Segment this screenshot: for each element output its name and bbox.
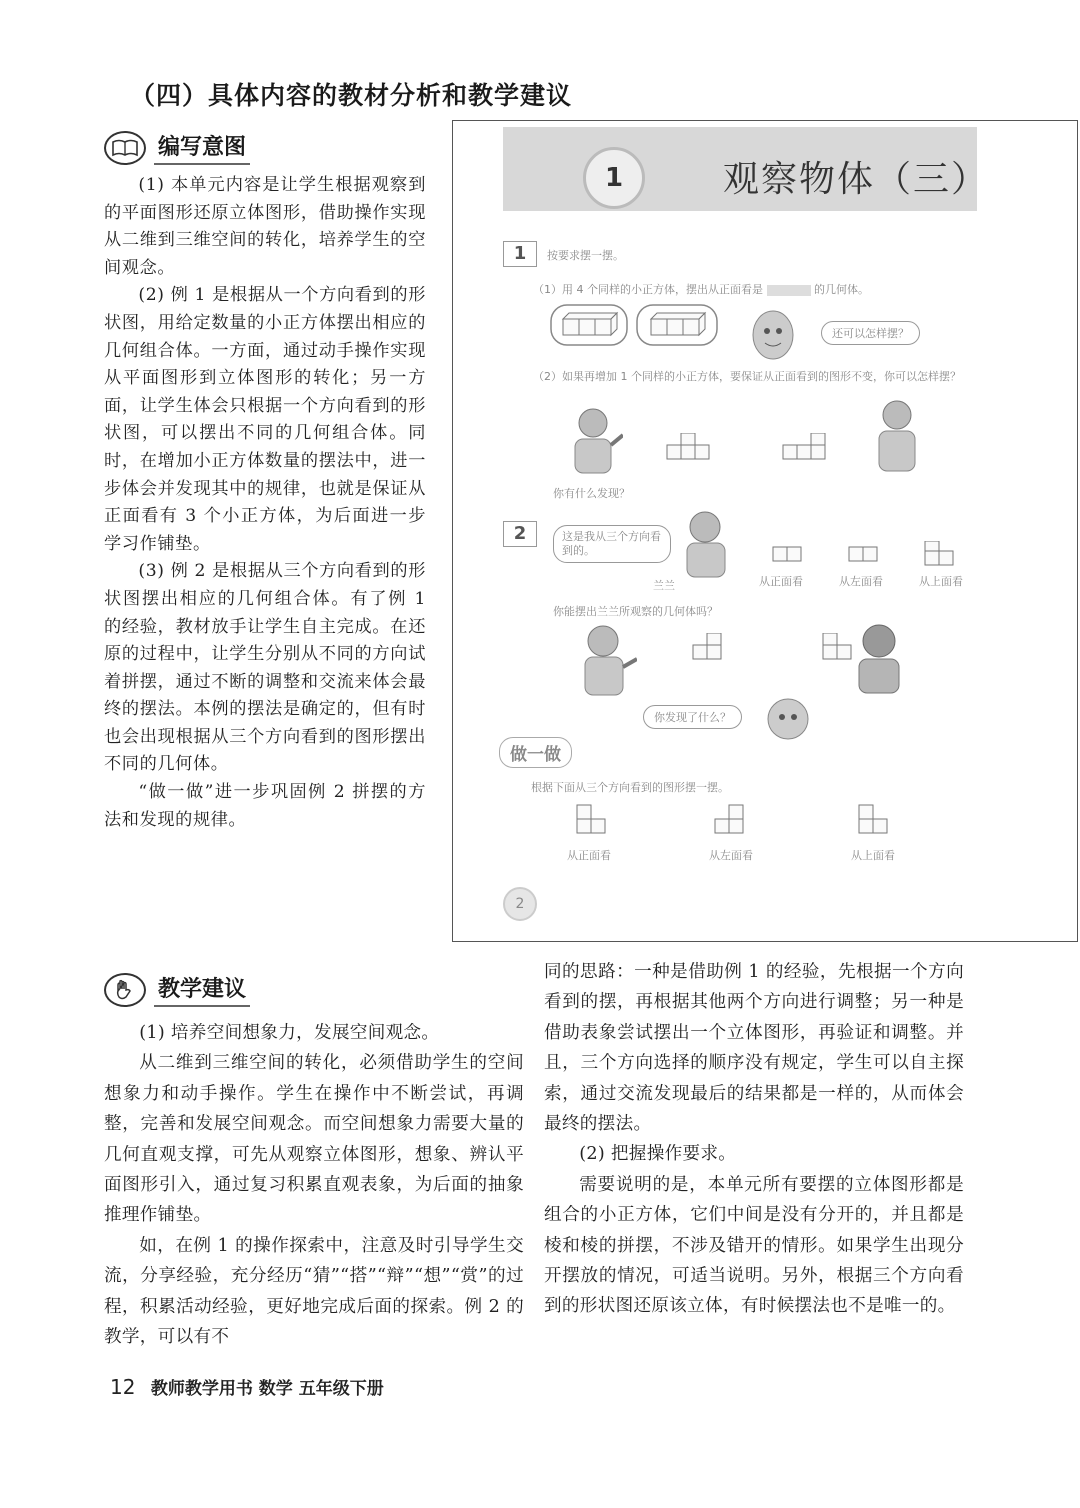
mascot-icon: [745, 297, 801, 367]
page-footer: [110, 1374, 384, 1399]
suggest-heading: [104, 972, 250, 1007]
section-title: （四）具体内容的教材分析和教学建议: [130, 81, 573, 110]
unit-banner: [503, 127, 990, 211]
example-2-badge: 2: [503, 521, 537, 547]
example-1-badge: 1: [503, 241, 537, 267]
intent-text: [104, 172, 426, 834]
example-1-question-1-text: （1）用 4 个同样的小正方体，摆出从正面看是: [533, 283, 763, 296]
speech-bubble-2: 这是我从三个方向看到的。: [553, 525, 671, 563]
cube-arrangement-2a: [665, 433, 725, 465]
ex2-cube-a: [691, 633, 735, 665]
try-it-prompt: 根据下面从三个方向看到的图形摆一摆。: [531, 781, 729, 794]
suggest-paragraph: 从二维到三维空间的转化，必须借助学生的空间想象力和动手操作。学生在操作中不断尝试，再调整，完善和发展空间观念。而空间想象力需要大量的几何直观支撑，可先从观察立体图形，想象、辨认平面图形引入，通过复习积累直观表象，为后面的抽象推理作铺垫。: [104, 1053, 524, 1226]
lanlan-name: 兰兰: [653, 579, 675, 592]
try-view-shapes: [573, 801, 893, 845]
intent-paragraph: “做一做”进一步巩固例 2 拼摆的方法和发现的规律。: [104, 782, 426, 830]
example-1-question-2: （2）如果再增加 1 个同样的小正方体，要保证从正面看到的图形不变，你可以怎样摆？: [533, 370, 961, 383]
girl-pointing-icon: [575, 619, 637, 699]
intent-paragraph: (1) 本单元内容是让学生根据观察到的平面图形还原立体图形，借助操作实现从二维到三维空间的转化，培养学生的空间观念。: [104, 175, 426, 278]
example-1-question-1: [533, 281, 869, 297]
ex2-view-label-top: 从上面看: [919, 575, 963, 588]
suggest-left-column: [104, 1018, 524, 1352]
front-view-shape: [767, 285, 811, 296]
intent-paragraph: (3) 例 2 是根据从三个方向看到的形状图摆出相应的几何组合体。有了例 1 的经验，教材放手让学生自主完成。在还原的过程中，让学生分别从不同的方向试着拼摆，通过不断的调整和交流来体会最终的摆法。本例的摆法是确定的，但有时也会出现根据从三个方向看到的图形摆出不同的几何体。: [104, 561, 426, 775]
unit-number-badge: 1: [583, 147, 645, 209]
suggest-paragraph: 同的思路：一种是借助例 1 的经验，先根据一个方向看到的摆，再根据其他两个方向进行调整；另一种是借助表象尝试摆出一个立体图形，再验证和调整。并且，三个方向选择的顺序没有规定，学生可以自主探索，通过交流发现最后的结果都是一样的，从而体会最终的摆法。: [544, 962, 964, 1135]
book-name: 教师教学用书 数学 五年级下册: [150, 1379, 384, 1399]
cube-arrangements-1: [549, 301, 729, 349]
try-view-label-front: 从正面看: [567, 849, 611, 862]
try-view-label-left: 从左面看: [709, 849, 753, 862]
lanlan-figure-icon: [675, 505, 737, 579]
try-it-label: 做一做: [499, 737, 572, 768]
speech-bubble-1: 还可以怎样摆？: [821, 321, 920, 345]
ex2-view-shapes: [769, 541, 1009, 569]
mascot-2-icon: [761, 689, 815, 751]
hand-icon: [104, 973, 146, 1007]
boy-figure-icon: [563, 401, 623, 477]
ex2-view-label-left: 从左面看: [839, 575, 883, 588]
try-view-label-top: 从上面看: [851, 849, 895, 862]
example-1-question-1-tail: 的几何体。: [814, 283, 869, 296]
ex2-question: 你能摆出兰兰所观察的几何体吗？: [553, 605, 718, 618]
intent-heading-text: 编写意图: [154, 130, 250, 165]
suggest-heading-text: 教学建议: [154, 972, 250, 1007]
suggest-paragraph: (2) 把握操作要求。: [579, 1144, 737, 1165]
textbook-page-figure: [452, 120, 1078, 942]
girl-figure-icon: [867, 391, 927, 477]
intent-heading: [104, 130, 250, 165]
example-1-prompt: 按要求摆一摆。: [547, 249, 624, 262]
ex2-view-label-front: 从正面看: [759, 575, 803, 588]
speech-bubble-3: 你发现了什么？: [643, 705, 742, 729]
intent-paragraph: (2) 例 1 是根据从一个方向看到的形状图，用给定数量的小正方体摆出相应的几何组合体。一方面，通过动手操作实现从平面图形到立体图形的转化；另一方面，让学生体会只根据一个方向看到的形状图，可以摆出不同的几何组合体。同时，在增加小正方体数量的摆法中，进一步体会并发现其中的规律，也就是保证从正面看有 3 个小正方体，为后面进一步学习作铺垫。: [104, 285, 426, 554]
suggest-right-column: [544, 957, 964, 1322]
suggest-paragraph: 如，在例 1 的操作探索中，注意及时引导学生交流，分享经验，充分经历“猜”“搭”“辩”“想”“赏”的过程，积累活动经验，更好地完成后面的探索。例 2 的教学，可以有不: [104, 1235, 524, 1348]
suggest-paragraph: (1) 培养空间想象力，发展空间观念。: [139, 1023, 440, 1043]
boy-thinking-icon: [845, 617, 909, 697]
unit-title: 观察物体（三）: [723, 159, 990, 200]
suggest-paragraph: 需要说明的是，本单元所有要摆的立体图形都是组合的小正方体，它们中间是没有分开的，并且都是棱和棱的拼摆，不涉及错开的情形。如果学生出现分开摆放的情况，可适当说明。另外，根据三个方向看到的形状图还原该立体，有时候摆法也不是唯一的。: [544, 1174, 964, 1317]
book-icon: [104, 131, 146, 165]
page-number: 12: [110, 1375, 136, 1399]
discover-question: 你有什么发现？: [553, 487, 630, 500]
textbook-page-number: 2: [503, 887, 537, 921]
cube-arrangement-2b: [781, 433, 841, 465]
